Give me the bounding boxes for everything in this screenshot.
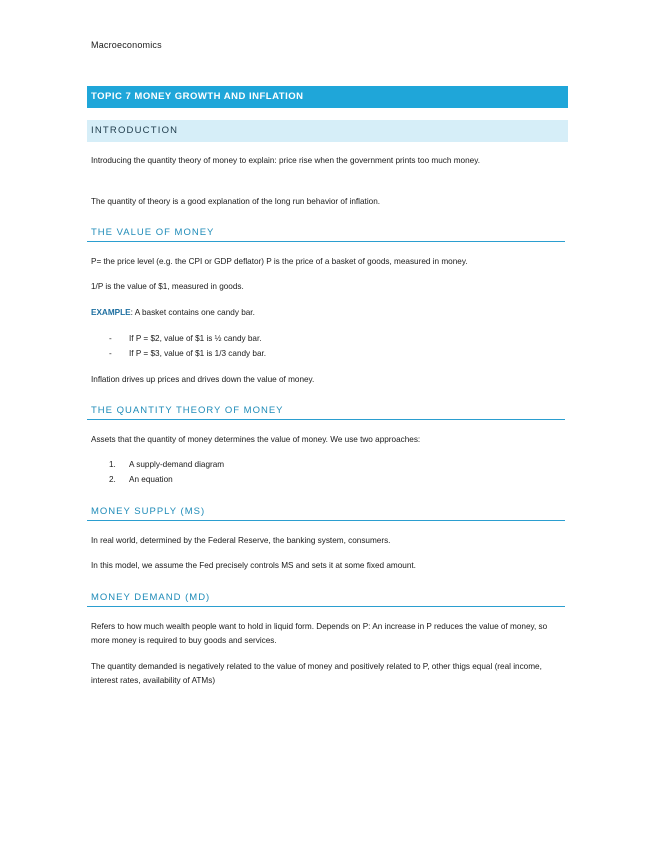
supply-paragraph-1: In real world, determined by the Federal Reserve, the banking system, consumers.: [91, 536, 391, 545]
section-heading-quantity-theory: THE QUANTITY THEORY OF MONEY: [87, 405, 565, 420]
example-paragraph: [91, 306, 561, 320]
list-item: [109, 458, 224, 472]
bullet-text: If P = $2, value of $1 is ½ candy bar.: [129, 334, 262, 343]
list-item: [109, 473, 173, 487]
example-text: : A basket contains one candy bar.: [130, 308, 255, 317]
section-heading-money-supply: MONEY SUPPLY (MS): [87, 506, 565, 521]
intro-paragraph-1: Introducing the quantity theory of money to explain: price rise when the government prints too much money.: [91, 156, 480, 165]
value-paragraph-2: 1/P is the value of $1, measured in goods.: [91, 282, 244, 291]
number-mark: 2.: [109, 475, 116, 484]
item-text: A supply-demand diagram: [129, 460, 225, 469]
demand-paragraph-2: The quantity demanded is negatively related to the value of money and positively related to P, other thigs equal (real income, interest rates, availability of ATMs): [91, 662, 542, 685]
value-paragraph-3: Inflation drives up prices and drives down the value of money.: [91, 375, 315, 384]
supply-paragraph-2: In this model, we assume the Fed precisely controls MS and sets it at some fixed amount.: [91, 561, 416, 570]
example-label: EXAMPLE: [91, 308, 131, 317]
item-text: An equation: [129, 475, 173, 484]
list-item: [109, 347, 266, 361]
topic-title-bar: TOPIC 7 MONEY GROWTH AND INFLATION: [87, 86, 568, 108]
section-heading-value-of-money: THE VALUE OF MONEY: [87, 227, 565, 242]
bullet-mark: -: [109, 334, 112, 343]
value-paragraph-1: P= the price level (e.g. the CPI or GDP deflator) P is the price of a basket of goods, measured in money.: [91, 257, 468, 266]
demand-paragraph-1: Refers to how much wealth people want to hold in liquid form. Depends on P: An increase in P reduces the value of money, so more money is required to buy goods and services.: [91, 622, 548, 645]
section-heading-money-demand: MONEY DEMAND (MD): [87, 592, 565, 607]
quantity-paragraph-1: Assets that the quantity of money determines the value of money. We use two approaches:: [91, 435, 421, 444]
introduction-heading: INTRODUCTION: [87, 120, 568, 142]
list-item: [109, 332, 262, 346]
bullet-text: If P = $3, value of $1 is 1/3 candy bar.: [129, 349, 267, 358]
page-header: Macroeconomics: [91, 40, 162, 50]
intro-paragraph-2: The quantity of theory is a good explanation of the long run behavior of inflation.: [91, 197, 381, 206]
number-mark: 1.: [109, 460, 116, 469]
bullet-mark: -: [109, 349, 112, 358]
